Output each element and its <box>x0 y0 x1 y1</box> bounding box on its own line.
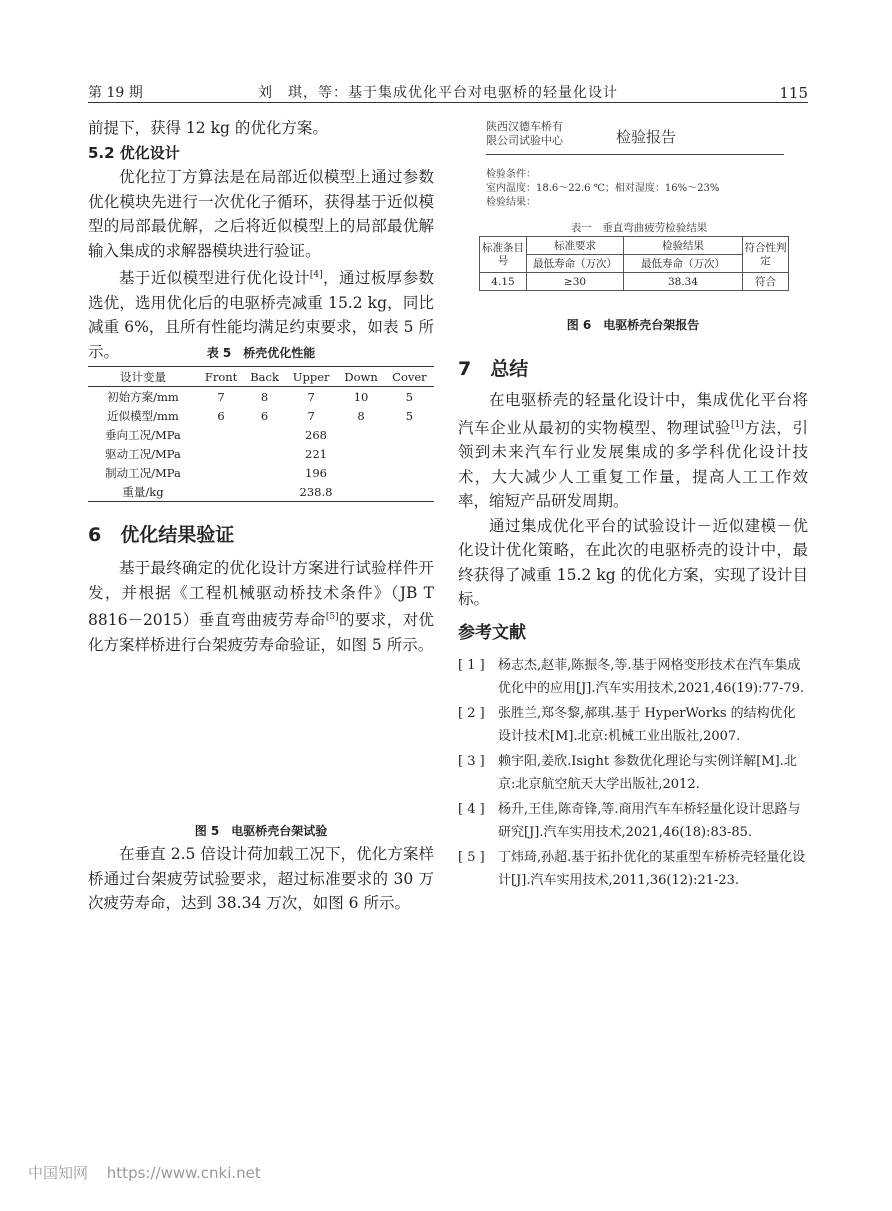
section-7-body <box>458 388 808 612</box>
table-row: 驱动工况/MPa 221 <box>105 446 327 461</box>
table-row: 制动工况/MPa 196 <box>105 465 327 480</box>
table-header: Front <box>204 369 238 384</box>
table-header: Back <box>250 369 279 384</box>
citation[interactable]: [1] <box>731 419 744 430</box>
paragraph: 前提下，获得 12 kg 的优化方案。 <box>88 119 328 137</box>
references-title: 参考文献 <box>458 623 526 643</box>
reference-item: [ 1 ] 杨志杰,赵菲,陈振冬,等.基于网格变形技术在汽车集成优化中的应用[J].汽车实用技术,2021,46(19):77-79. <box>458 658 805 696</box>
cnki-brand: 中国知网 <box>28 1164 89 1182</box>
report-divider <box>486 154 784 155</box>
table-row: 初始方案/mm 7 8 7 10 5 <box>107 389 414 404</box>
reference-item: [ 3 ] 赖宇阳,姜欣.Isight 参数优化理论与实例详解[M].北京:北京航空航天大学出版社,2012. <box>458 754 797 792</box>
table-row: 近似模型/mm 6 6 7 8 5 <box>107 408 414 423</box>
report-table: 标准条目号 标准要求 检验结果 符合性判定 最低寿命（万次） 最低寿命（万次） 4.15 ≥30 38.34 符合 <box>479 236 789 291</box>
section-6-title: 6 优化结果验证 <box>88 524 235 546</box>
table-header: Down <box>344 369 378 384</box>
report-org: 陕西汉德车桥有 限公司试验中心 <box>486 120 563 147</box>
reference-list <box>458 654 808 894</box>
table-header: Cover <box>392 369 427 384</box>
table-row: 垂向工况/MPa 268 <box>105 427 327 442</box>
section-6-body <box>88 556 434 657</box>
report-table-title: 表一 垂直弯曲疲劳检验结果 <box>570 222 708 234</box>
citation[interactable]: [4] <box>309 270 323 280</box>
citation[interactable]: [5] <box>325 612 339 622</box>
running-title: 刘 琪，等：基于集成优化平台对电驱桥的轻量化设计 <box>258 85 618 101</box>
table-row: 重量/kg 238.8 <box>122 484 333 499</box>
figure-6-caption: 图 6 电驱桥壳台架报告 <box>566 318 700 332</box>
reference-item: [ 5 ] 丁炜琦,孙超.基于拓扑优化的某重型车桥桥壳轻量化设计[J].汽车实用技术,2011,36(12):21-23. <box>458 850 806 888</box>
table-5-caption: 表 5 桥壳优化性能 <box>206 346 316 360</box>
report-conditions: 检验条件： 室内温度：18.6～22.6 ℃；相对湿度：16%～23% 检验结果： <box>486 169 720 208</box>
reference-item: [ 4 ] 杨升,王佳,陈奇锋,等.商用汽车车桥轻量化设计思路与研究[J].汽车实用技术,2021,46(18):83-85. <box>458 802 801 840</box>
issue-number: 第 19 期 <box>88 85 143 101</box>
running-header <box>88 78 808 103</box>
section-5-2-title: 5.2 优化设计 <box>88 143 180 162</box>
paragraph: 基于近似模型进行优化设计[4]，通过板厚参数选优，选用优化后的电驱桥壳减重 15.2 kg，同比减重 6%，且所有性能均满足约束要求，如表 5 所示。 <box>88 269 434 361</box>
report-title: 检验报告 <box>616 128 677 146</box>
table-header: Upper <box>292 369 330 384</box>
paragraph: 基于最终确定的优化设计方案进行试验样件开发，并根据《工程机械驱动桥技术条件》（JB T 8816－2015）垂直弯曲疲劳寿命[5]的要求，对优化方案样桥进行台架疲劳寿命验证，如图 5 所示。 <box>88 559 434 654</box>
paragraph: 优化拉丁方算法是在局部近似模型上通过参数优化模块先进行一次优化子循环，获得基于近似模型的局部最优解，之后将近似模型上的局部最优解输入集成的求解器模块进行验证。 <box>88 168 434 260</box>
paragraph: 在电驱桥壳的轻量化设计中，集成优化平台将汽车企业从最初的实物模型、物理试验[1]方法，引领到未来汽车行业发展集成的多学科优化设计技术，大大减少人工重复工作量，提高人工工作效率，缩短产品研发周期。 <box>458 391 808 511</box>
section-6-body-2 <box>88 842 434 916</box>
paragraph: 在垂直 2.5 倍设计荷加载工况下，优化方案样桥通过台架疲劳试验要求，超过标准要求的 30 万次疲劳寿命，达到 38.34 万次，如图 6 所示。 <box>88 845 434 912</box>
section-7-title: 7 总结 <box>458 358 529 380</box>
paragraph: 通过集成优化平台的试验设计－近似建模－优化设计优化策略，在此次的电驱桥壳的设计中，最终获得了减重 15.2 kg 的优化方案，实现了设计目标。 <box>458 516 808 609</box>
footer-watermark <box>28 1162 261 1183</box>
reference-item: [ 2 ] 张胜兰,郑冬黎,郝琪.基于 HyperWorks 的结构优化设计技术[M].北京:机械工业出版社,2007. <box>458 706 796 744</box>
page-number: 115 <box>779 84 808 102</box>
table-5 <box>88 366 434 502</box>
table-header: 设计变量 <box>120 369 166 384</box>
table-row: 4.15 ≥30 38.34 符合 <box>480 273 789 291</box>
cnki-url[interactable]: https://www.cnki.net <box>106 1164 261 1182</box>
inspection-report-figure <box>482 120 792 300</box>
left-column <box>88 116 434 364</box>
figure-5-caption: 图 5 电驱桥壳台架试验 <box>194 824 328 838</box>
